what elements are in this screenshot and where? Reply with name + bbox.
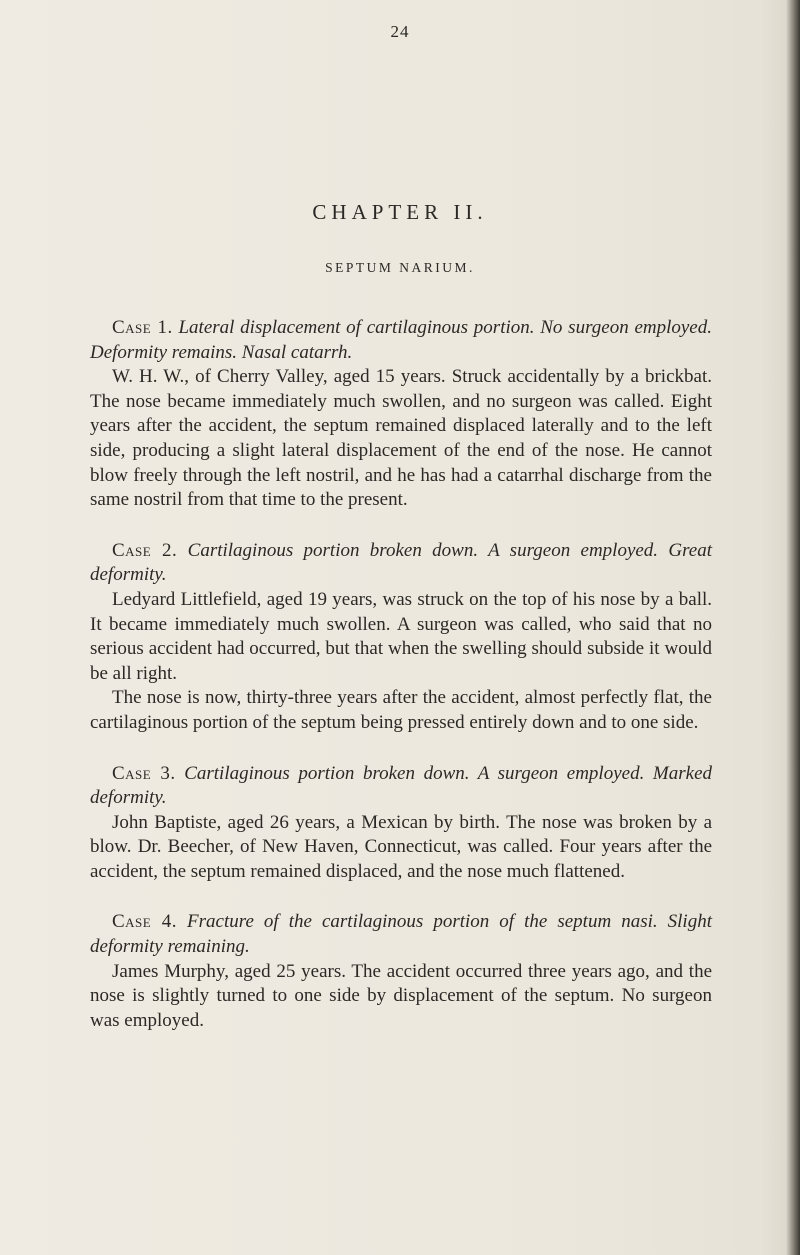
case-heading bbox=[90, 910, 712, 959]
case-heading bbox=[90, 316, 712, 365]
case-paragraph: James Murphy, aged 25 years. The accident occurred three years ago, and the nose is slightly turned to one side by displacement of the septum. No surgeon was employed. bbox=[90, 960, 712, 1031]
chapter-title: CHAPTER II. bbox=[312, 200, 488, 224]
case-paragraph: John Baptiste, aged 26 years, a Mexican by birth. The nose was broken by a blow. Dr. Beecher, of New Haven, Connecticut, was called. Four years after the accident, the septum remained displaced, and the nose much flattened. bbox=[90, 811, 712, 882]
case-heading bbox=[90, 762, 712, 811]
page-number: 24 bbox=[390, 22, 410, 41]
case-summary: Fracture of the cartilaginous portion of the septum nasi. Slight deformity remaining. bbox=[90, 911, 712, 958]
case-2 bbox=[90, 539, 712, 736]
case-summary: Lateral displacement of cartilaginous portion. No surgeon employed. Deformity remains. Nasal catarrh. bbox=[90, 317, 712, 363]
case-paragraph: W. H. W., of Cherry Valley, aged 15 years. Struck accidentally by a brickbat. The nose became immediately much swollen, and no surgeon was called. Eight years after the accident, the septum remained displaced laterally and to the left side, producing a slight lateral displacement of the end of the nose. He cannot blow freely through the left nostril, and he has had a catarrhal discharge from the same nostril from that time to the present. bbox=[90, 366, 712, 511]
case-4 bbox=[90, 910, 712, 1033]
page-edge-shadow bbox=[786, 0, 800, 1255]
case-label: Case 4. bbox=[112, 911, 178, 933]
case-label: Case 1. bbox=[112, 317, 173, 338]
case-label: Case 2. bbox=[112, 539, 178, 561]
section-title: SEPTUM NARIUM. bbox=[325, 260, 475, 275]
case-paragraph: The nose is now, thirty-three years after the accident, almost perfectly flat, the cartilaginous portion of the septum being pressed entirely down and to one side. bbox=[90, 687, 712, 733]
case-1 bbox=[90, 316, 712, 513]
case-label: Case 3. bbox=[112, 762, 176, 784]
case-heading bbox=[90, 539, 712, 588]
case-paragraph: Ledyard Littlefield, aged 19 years, was struck on the top of his nose by a ball. It became immediately much swollen. A surgeon was called, who said that no serious accident had occurred, but that when the swelling should subside it would be all right. bbox=[90, 588, 712, 684]
case-summary: Cartilaginous portion broken down. A surgeon employed. Great deformity. bbox=[90, 539, 713, 586]
case-summary: Cartilaginous portion broken down. A surgeon employed. Marked deformity. bbox=[90, 762, 713, 809]
case-3 bbox=[90, 762, 712, 885]
body-text bbox=[90, 316, 712, 1059]
